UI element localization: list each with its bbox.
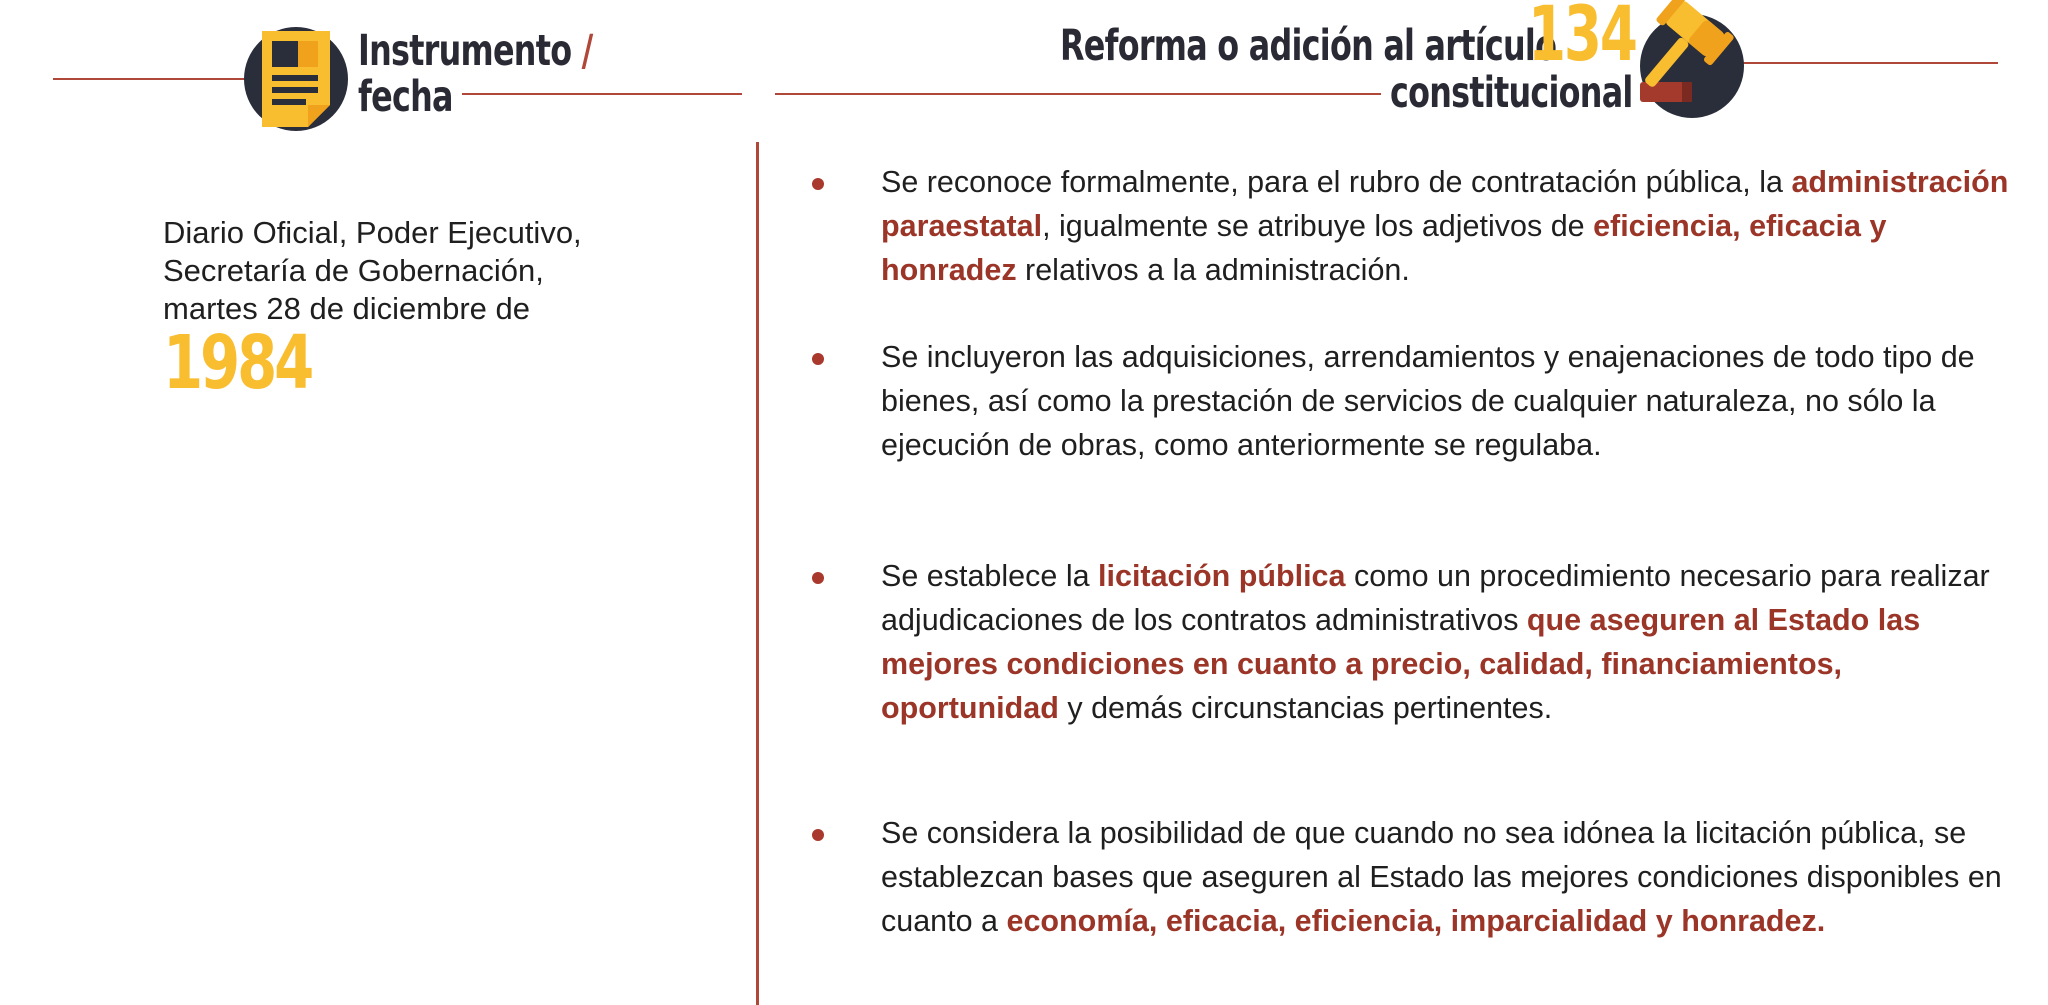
bullet-dot (812, 572, 824, 584)
bullet-text (881, 335, 2021, 467)
bullet-highlight: eficiencia, eficacia y honradez (881, 209, 1887, 287)
bullet-text (881, 160, 2021, 292)
bullet-text (881, 554, 2021, 730)
left-header-title-line2: fecha (358, 72, 453, 122)
gavel-icon (1640, 14, 1744, 118)
bullet-text-segment: Se considera la posibilidad de que cuando no sea idónea la licitación pública, se establezcan bases que aseguren al Estado las mejores condiciones disponibles en cuanto a (881, 816, 2002, 938)
bullet-text-segment: y demás circunstancias pertinentes. (1058, 691, 1553, 725)
bullet-dot (812, 178, 824, 190)
bullet-text-segment: Se reconoce formalmente, para el rubro de contratación pública, la (881, 165, 1792, 199)
bullet-text-segment: relativos a la administración. (1016, 253, 1410, 287)
document-icon (244, 27, 348, 131)
instrument-text (163, 214, 723, 328)
right-header-title-line1: Reforma o adición al artículo (1060, 21, 1557, 71)
bullet-dot (812, 353, 824, 365)
bullet-text (881, 811, 2021, 943)
instrument-line1: Diario Oficial, Poder Ejecutivo, (163, 215, 582, 250)
article-number: 134 (1528, 0, 1636, 78)
left-header-title (358, 28, 593, 120)
bullet-text-segment: Se establece la (881, 559, 1099, 593)
left-header-title-line1: Instrumento (358, 26, 572, 76)
bullet-highlight: licitación pública (1098, 559, 1346, 593)
bullet-highlight: economía, eficacia, eficiencia, imparcialidad y honradez. (1006, 904, 1826, 938)
right-header-title-line2: constitucional (1390, 68, 1633, 118)
instrument-year: 1984 (163, 320, 312, 406)
bullet-text-segment: como un procedimiento necesario para realizar adjudicaciones de los contratos administrativos (881, 559, 1990, 637)
bullet-text-segment: Se incluyeron las adquisiciones, arrendamientos y enajenaciones de todo tipo de bienes, así como la prestación de servicios de cualquier naturaleza, no sólo la ejecución de obras, como anteriormente se regulaba. (881, 340, 1975, 462)
instrument-line3: martes 28 de diciembre de (163, 291, 531, 326)
bullet-dot (812, 829, 824, 841)
right-header-line-right (1740, 62, 1998, 64)
left-header-line-left (53, 78, 249, 80)
bullet-text-segment: , igualmente se atribuye los adjetivos de (1042, 209, 1594, 243)
column-divider (756, 142, 759, 1005)
bullet-highlight: administración paraestatal (881, 165, 2009, 243)
right-header-line-left (775, 93, 1381, 95)
left-header-slash: / (581, 26, 593, 76)
bullet-highlight: que aseguren al Estado las mejores condiciones en cuanto a precio, calidad, financiamientos, oportunidad (881, 603, 1921, 725)
instrument-line2: Secretaría de Gobernación, (163, 253, 544, 288)
